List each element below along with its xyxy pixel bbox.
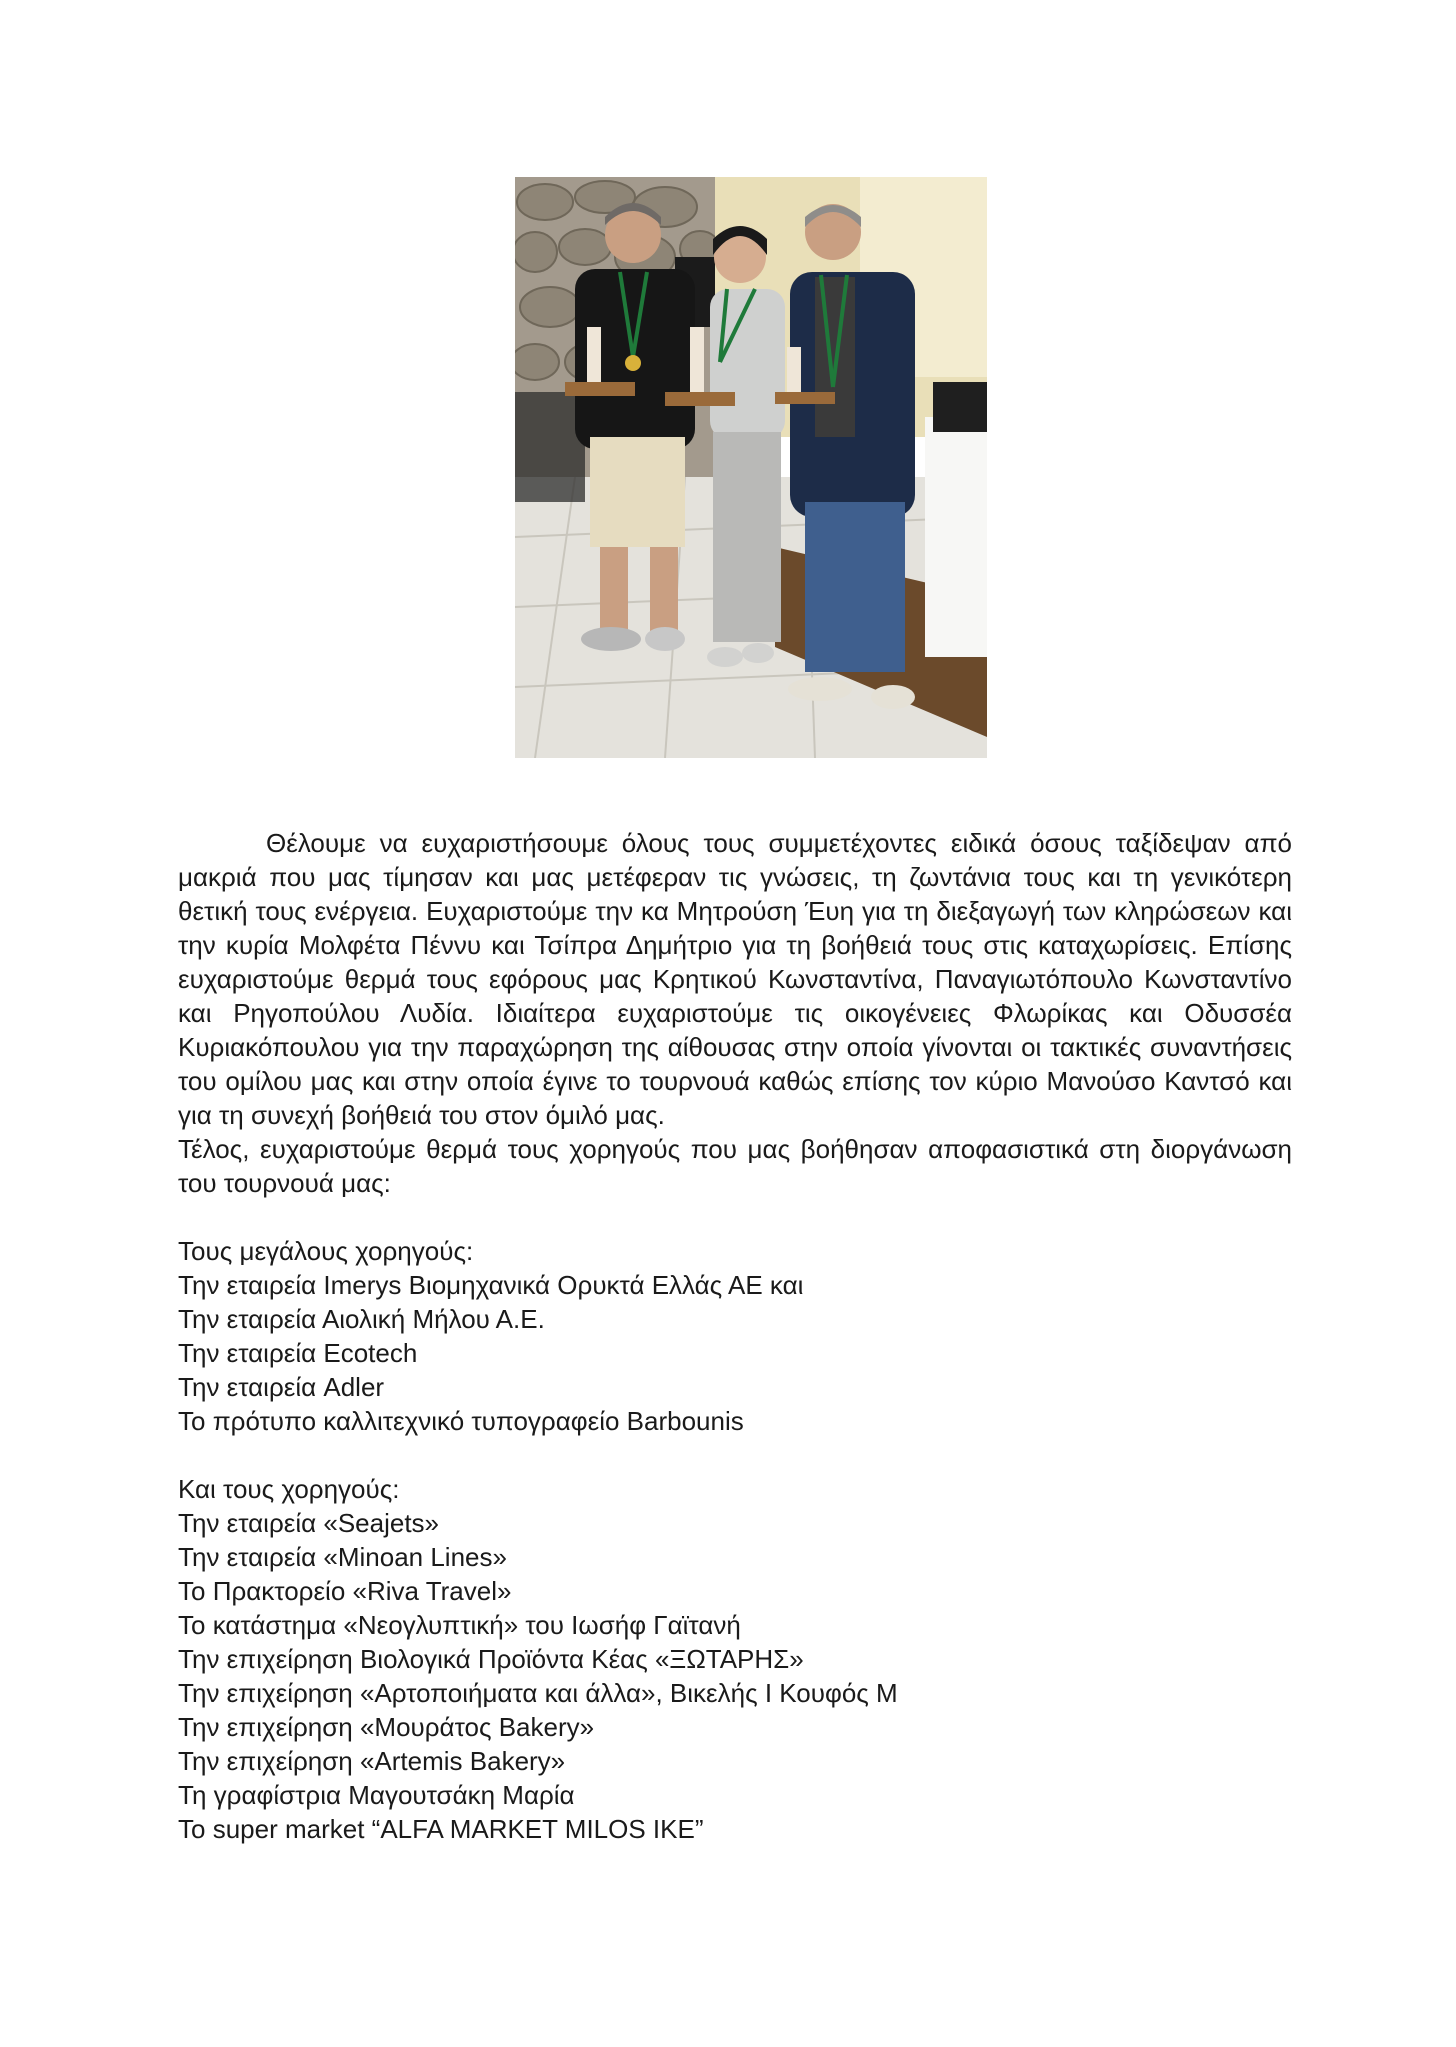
major-sponsor-item: Την εταιρεία Αιολική Μήλου Α.Ε.: [178, 1304, 545, 1334]
sponsor-item: Την εταιρεία «Seajets»: [178, 1508, 440, 1538]
sponsor-item: Την επιχείρηση Βιολογικά Προϊόντα Κέας «ΞΩΤΑΡΗΣ»: [178, 1644, 804, 1674]
major-sponsor-item: Την εταιρεία Imerys Βιομηχανικά Ορυκτά Ελλάς ΑΕ και: [178, 1270, 804, 1300]
major-sponsor-item: Το πρότυπο καλλιτεχνικό τυπογραφείο Barbounis: [178, 1406, 744, 1436]
sponsors-heading: Και τους χορηγούς:: [178, 1474, 400, 1504]
major-sponsor-item: Την εταιρεία Adler: [178, 1372, 385, 1402]
major-sponsor-item: Την εταιρεία Ecotech: [178, 1338, 418, 1368]
sponsor-item: Το super market “ALFA MARKET MILOS IKE”: [178, 1814, 704, 1844]
major-sponsors-heading: Τους μεγάλους χορηγούς:: [178, 1236, 474, 1266]
sponsor-item: Τη γραφίστρια Μαγουτσάκη Μαρία: [178, 1780, 575, 1810]
photo-image: [515, 177, 987, 758]
award-ceremony-photo: [515, 177, 987, 758]
thanks-paragraph: Θέλουμε να ευχαριστήσουμε όλους τους συμμετέχοντες ειδικά όσους ταξίδεψαν από μακριά που μας τίμησαν και μας μετέφεραν τις γνώσεις, τη ζωντάνια τους και τη γενικότερη θετική τους ενέργεια. Ευχαριστούμε την κα Μητρούση Έυη για τη διεξαγωγή των κληρώσεων και την κυρία Μολφέτα Πέννυ και Τσίπρα Δημήτριο για τη βοήθειά τους στις καταχωρίσεις. Επίσης ευχαριστούμε θερμά τους εφόρους μας Κρητικού Κωνσταντίνα, Παναγιωτόπουλο Κωνσταντίνο και Ρηγοπούλου Λυδία. Ιδιαίτερα ευχαριστούμε τις οικογένειες Φλωρίκας και Οδυσσέα Κυριακόπουλου για την παραχώρηση της αίθουσας στην οποία γίνονται οι τακτικές συναντήσεις του ομίλου μας και στην οποία έγινε το τουρνουά καθώς επίσης τον κύριο Μανούσο Καντσό και για τη συνεχή βοήθειά του στον όμιλό μας.: [178, 828, 1292, 1130]
text-content: [178, 826, 1292, 1846]
sponsor-item: Την επιχείρηση «Μουράτος Bakery»: [178, 1712, 595, 1742]
sponsor-item: Την επιχείρηση «Αρτοποιήματα και άλλα», Βικελής Ι Κουφός Μ: [178, 1678, 898, 1708]
sponsor-item: Την επιχείρηση «Artemis Bakery»: [178, 1746, 566, 1776]
sponsor-item: Το Πρακτορείο «Riva Travel»: [178, 1576, 512, 1606]
sponsor-item: Το κατάστημα «Νεογλυπτική» του Ιωσήφ Γαϊτανή: [178, 1610, 741, 1640]
sponsor-item: Την εταιρεία «Minoan Lines»: [178, 1542, 507, 1572]
sponsors-intro-paragraph: Τέλος, ευχαριστούμε θερμά τους χορηγούς που μας βοήθησαν αποφασιστικά στη διοργάνωση του τουρνουά μας:: [178, 1134, 1292, 1198]
